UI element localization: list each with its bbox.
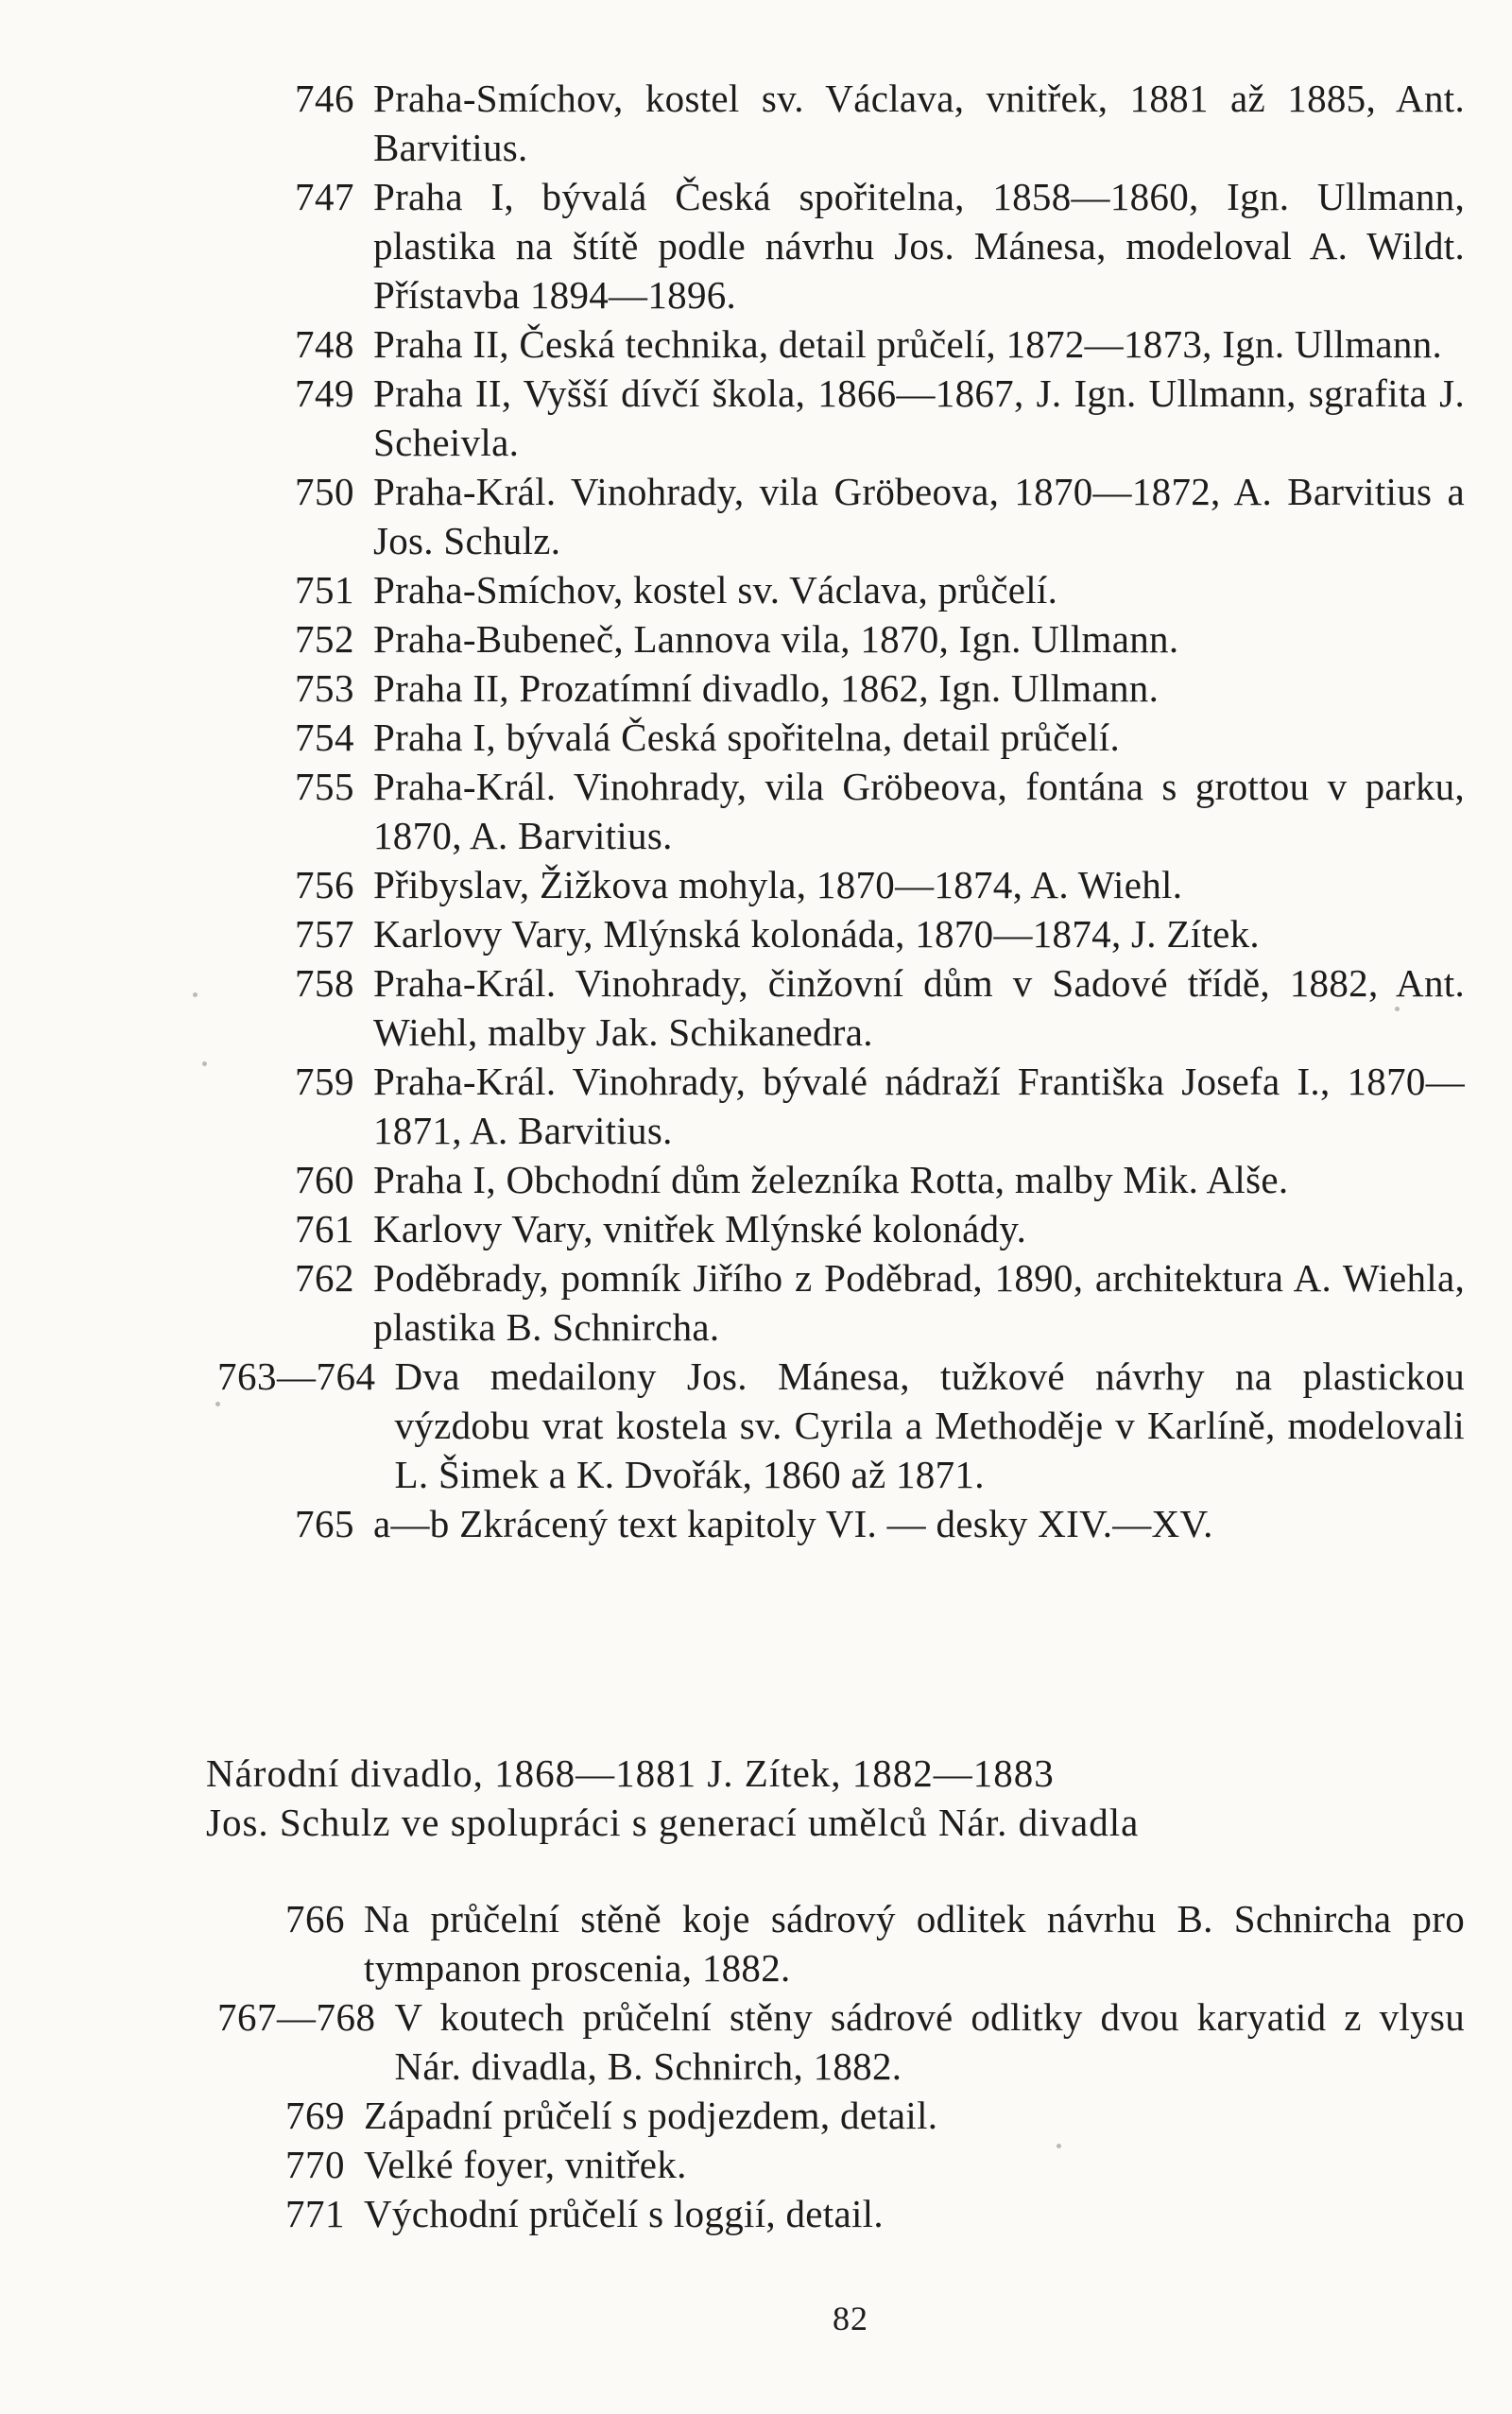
list-item: [217, 713, 1465, 762]
entry-text: Západní průčelí s podjezdem, detail.: [364, 2094, 938, 2137]
list-item: [217, 172, 1465, 319]
entry-number: 760: [295, 1158, 354, 1201]
paper-speck: [1395, 1007, 1400, 1011]
entry-number: 746: [295, 77, 354, 120]
caption-list-top: [217, 74, 1465, 1548]
entry-number: 754: [295, 716, 354, 759]
list-item: [217, 762, 1465, 860]
entry-text: Praha II, Prozatímní divadlo, 1862, Ign. Ullmann.: [373, 666, 1160, 710]
list-item: [217, 1057, 1465, 1155]
entry-number: 765: [295, 1502, 354, 1545]
entry-text: Praha II, Vyšší dívčí škola, 1866—1867, J. Ign. Ullmann, sgrafita J. Scheivla.: [373, 371, 1465, 464]
paper-speck: [193, 992, 198, 997]
list-item: [217, 565, 1465, 614]
entry-number: 748: [295, 322, 354, 366]
entry-number: 769: [285, 2094, 345, 2137]
entry-number: 763—764: [217, 1354, 376, 1398]
entry-number: 762: [295, 1256, 354, 1300]
entry-number: 752: [295, 617, 354, 661]
list-item: [217, 2189, 1465, 2238]
entry-number: 766: [285, 1897, 345, 1940]
entry-number: 757: [295, 912, 354, 956]
entry-number: 751: [295, 568, 354, 612]
entry-number: 770: [285, 2143, 345, 2186]
entry-number: 771: [285, 2192, 345, 2235]
list-item: [217, 467, 1465, 565]
entry-text: Poděbrady, pomník Jiřího z Poděbrad, 1890, architektura A. Wiehla, plastika B. Schnircha.: [373, 1256, 1465, 1349]
list-item: [217, 2091, 1465, 2140]
entry-text: Velké foyer, vnitřek.: [364, 2143, 687, 2186]
page-number: 82: [833, 2300, 868, 2337]
entry-text: Praha II, Česká technika, detail průčelí, 1872—1873, Ign. Ullmann.: [373, 322, 1443, 366]
list-item: [217, 2140, 1465, 2189]
entry-text: Dva medailony Jos. Mánesa, tužkové návrhy na plastickou výzdobu vrat kostela sv. Cyrila a Methoděje v Karlíně, modelovali L. Šimek a K. Dvořák, 1860 až 1871.: [394, 1354, 1465, 1496]
entry-text: Karlovy Vary, Mlýnská kolonáda, 1870—1874, J. Zítek.: [373, 912, 1260, 956]
list-item: [217, 860, 1465, 909]
entry-number: 758: [295, 961, 354, 1005]
list-item: [217, 74, 1465, 172]
entry-number: 755: [295, 765, 354, 808]
entry-text: V koutech průčelní stěny sádrové odlitky dvou karyatid z vlysu Nár. divadla, B. Schnirch, 1882.: [394, 1995, 1465, 2088]
list-item: [217, 614, 1465, 664]
list-item: [217, 1894, 1465, 1992]
entry-text: Přibyslav, Žižkova mohyla, 1870—1874, A. Wiehl.: [373, 863, 1183, 906]
entry-number: 767—768: [217, 1995, 376, 2039]
entry-text: Praha-Král. Vinohrady, činžovní dům v Sadové třídě, 1882, Ant. Wiehl, malby Jak. Schikanedra.: [373, 961, 1465, 1054]
list-item: [217, 1352, 1465, 1499]
list-item: [217, 958, 1465, 1057]
entry-number: 753: [295, 666, 354, 710]
entry-text: Praha I, Obchodní dům železníka Rotta, malby Mik. Alše.: [373, 1158, 1289, 1201]
entry-text: Praha-Král. Vinohrady, vila Gröbeova, fontána s grottou v parku, 1870, A. Barvitius.: [373, 765, 1465, 857]
list-item: [217, 1204, 1465, 1253]
list-item: [217, 1992, 1465, 2091]
list-item: [217, 909, 1465, 958]
entry-text: Praha I, bývalá Česká spořitelna, 1858—1860, Ign. Ullmann, plastika na štítě podle návrhu Jos. Mánesa, modeloval A. Wildt. Přístavba 1894—1896.: [373, 175, 1465, 317]
entry-number: 756: [295, 863, 354, 906]
entry-text: a—b Zkrácený text kapitoly VI. — desky XIV.—XV.: [373, 1502, 1213, 1545]
paper-speck: [1057, 2144, 1061, 2148]
entry-number: 750: [295, 470, 354, 513]
entry-text: Karlovy Vary, vnitřek Mlýnské kolonády.: [373, 1207, 1027, 1250]
entry-text: Praha-Král. Vinohrady, bývalé nádraží Františka Josefa I., 1870—1871, A. Barvitius.: [373, 1060, 1465, 1152]
list-item: [217, 1155, 1465, 1204]
section-heading-line-1: Národní divadlo, 1868—1881 J. Zítek, 1882—1883: [206, 1751, 1055, 1795]
list-item: [217, 1499, 1465, 1548]
entry-text: Praha I, bývalá Česká spořitelna, detail průčelí.: [373, 716, 1121, 759]
entry-number: 749: [295, 371, 354, 415]
paper-speck: [215, 1402, 220, 1406]
entry-text: Praha-Smíchov, kostel sv. Václava, průčelí.: [373, 568, 1058, 612]
entry-number: 761: [295, 1207, 354, 1250]
paper-speck: [202, 1061, 207, 1066]
entry-number: 759: [295, 1060, 354, 1103]
caption-list-bottom: [217, 1894, 1465, 2238]
entry-text: Praha-Smíchov, kostel sv. Václava, vnitřek, 1881 až 1885, Ant. Barvitius.: [373, 77, 1465, 169]
list-item: [217, 319, 1465, 369]
entry-text: Na průčelní stěně koje sádrový odlitek návrhu B. Schnircha pro tympanon proscenia, 1882.: [364, 1897, 1465, 1990]
entry-text: Východní průčelí s loggií, detail.: [364, 2192, 884, 2235]
entry-text: Praha-Král. Vinohrady, vila Gröbeova, 1870—1872, A. Barvitius a Jos. Schulz.: [373, 470, 1465, 562]
entry-text: Praha-Bubeneč, Lannova vila, 1870, Ign. Ullmann.: [373, 617, 1179, 661]
list-item: [217, 1253, 1465, 1352]
entry-number: 747: [295, 175, 354, 218]
list-item: [217, 664, 1465, 713]
section-heading: [206, 1749, 1463, 1847]
section-heading-line-2: Jos. Schulz ve spolupráci s generací umělců Nár. divadla: [206, 1801, 1140, 1844]
list-item: [217, 369, 1465, 467]
